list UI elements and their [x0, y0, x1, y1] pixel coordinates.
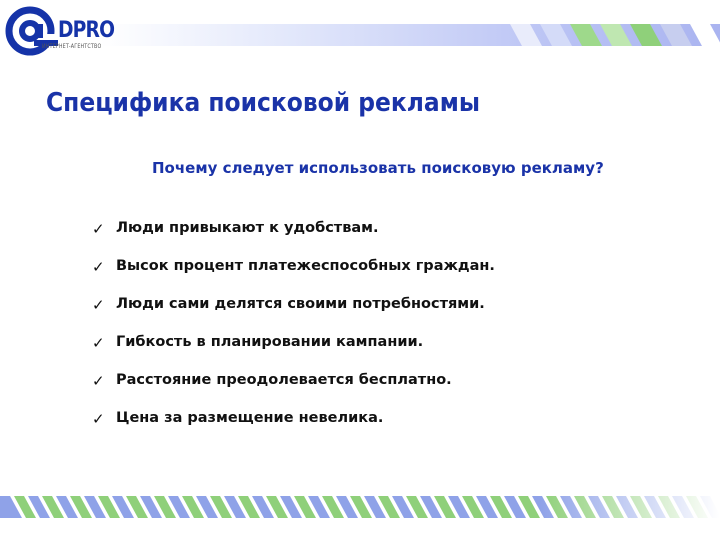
- check-mark-icon: ✓: [92, 296, 105, 314]
- bullet-text: Цена за размещение невелика.: [116, 410, 384, 426]
- bullet-text: Люди привыкают к удобствам.: [116, 220, 379, 236]
- bullet-text: Высок процент платежеспособных граждан.: [116, 258, 495, 274]
- logo-wordmark: DPRO: [58, 18, 115, 43]
- check-mark-icon: ✓: [92, 410, 105, 428]
- bullet-list: [92, 220, 495, 448]
- list-item: [92, 410, 495, 448]
- footer-stripes: [0, 496, 720, 518]
- check-mark-icon: ✓: [92, 220, 105, 238]
- list-item: [92, 334, 495, 372]
- check-mark-icon: ✓: [92, 258, 105, 276]
- question-text: Почему следует использовать поисковую рекламу?: [152, 159, 604, 177]
- bullet-text: Гибкость в планировании кампании.: [116, 334, 424, 350]
- list-item: [92, 296, 495, 334]
- check-mark-icon: ✓: [92, 372, 105, 390]
- list-item: [92, 220, 495, 258]
- check-mark-icon: ✓: [92, 334, 105, 352]
- list-item: [92, 258, 495, 296]
- company-logo[interactable]: [4, 4, 114, 60]
- logo-tagline: ИНТЕРНЕТ-АГЕНТСТВО: [42, 43, 102, 50]
- bullet-text: Расстояние преодолевается бесплатно.: [116, 372, 452, 388]
- bullet-text: Люди сами делятся своими потребностями.: [116, 296, 485, 312]
- slide-title: Специфика поисковой рекламы: [46, 88, 480, 118]
- list-item: [92, 372, 495, 410]
- header-stripes: [490, 24, 720, 46]
- at-sign-logo-icon: [4, 4, 64, 60]
